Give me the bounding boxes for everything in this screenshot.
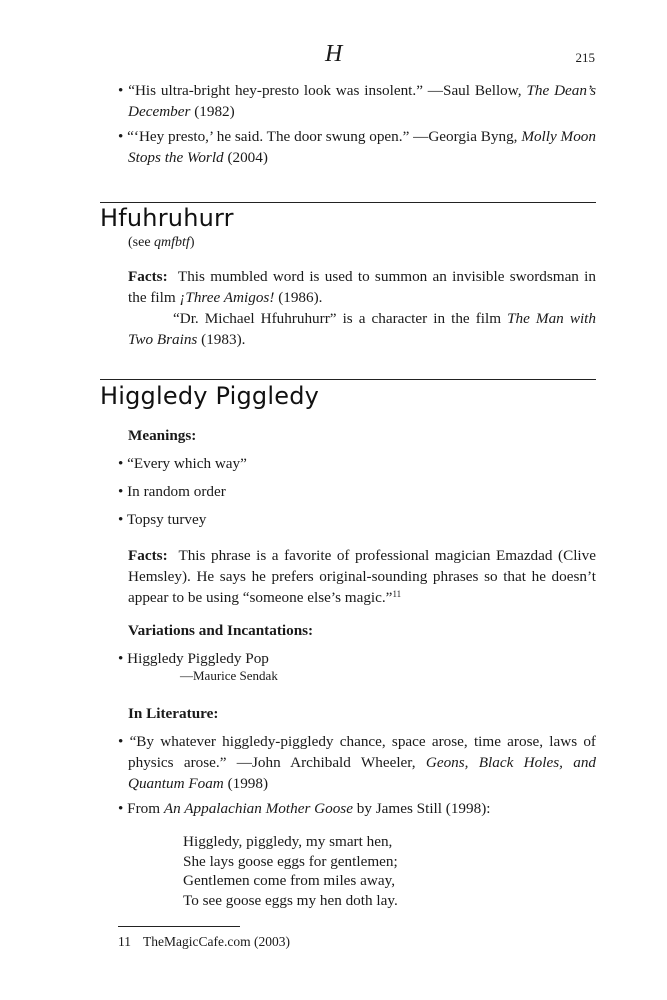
see-word: qmfbtf (154, 235, 190, 250)
facts-label: Facts: (128, 268, 168, 285)
facts-text-year: (1986). (274, 289, 323, 306)
entry-divider (100, 379, 596, 380)
entry-title-hfuhruhurr: Hfuhruhurr (100, 204, 234, 232)
footnote-ref[interactable]: 11 (392, 589, 402, 599)
quote-year: (2004) (223, 149, 268, 166)
footnote-text: TheMagicCafe.com (2003) (143, 934, 290, 949)
poem-line: To see goose eggs my hen doth lay. (183, 891, 398, 909)
poem (183, 832, 398, 910)
quote-text: “‘Hey presto,’ he said. The door swung open.” —Georgia Byng, (127, 128, 522, 145)
meaning-text: “Every which way” (127, 455, 247, 472)
facts-text-2: “Dr. Michael Hfuhruhurr” is a character in the film (173, 310, 508, 327)
footnote (118, 933, 290, 951)
quote-year: (1998) (223, 775, 269, 792)
variation-attribution: —Maurice Sendak (180, 668, 278, 683)
variation-item: • Higgledy Piggledy Pop (118, 650, 269, 667)
facts-text: This phrase is a favorite of professional magician Emazdad (Clive Hemsley). He says he prefers original-sounding phrases so that he doesn’t appear to be using “someone else’s magic.” (128, 547, 596, 606)
hfuhruhurr-facts (128, 266, 596, 350)
variation-text: Higgledy Piggledy Pop (127, 650, 269, 667)
see-prefix: (see (128, 235, 155, 250)
meaning-item: • “Every which way” (118, 455, 247, 472)
poem-line: Gentlemen come from miles away, (183, 872, 395, 889)
poem-line: She lays goose eggs for gentlemen; (183, 852, 398, 870)
footnote-number: 11 (118, 934, 131, 949)
meaning-item: • In random order (118, 483, 226, 500)
facts-label: Facts: (128, 547, 168, 564)
meanings-label: Meanings: (128, 427, 197, 444)
literature-label: In Literature: (128, 705, 219, 722)
quote-year: (1982) (190, 103, 235, 120)
quote-work: Molly Moon Stops the World (128, 128, 596, 166)
poem-line: Higgledy, piggledy, my smart hen, (183, 833, 393, 850)
literature-quote: • “By whatever higgledy-piggledy chance, space arose, time arose, laws of physics arose.” —John Archibald Wheeler, Geons, Black Holes, and Quantum Foam (1998) (118, 733, 597, 792)
facts-text: This mumbled word is used to summon an invisible swordsman in the film (128, 268, 596, 306)
chapter-letter: H (325, 41, 343, 67)
facts-film-2: The Man with Two Brains (128, 310, 596, 348)
facts-film: ¡Three Amigos! (179, 289, 275, 306)
meaning-text: In random order (127, 483, 226, 500)
quote-work: The Dean’s December (128, 82, 596, 120)
quote-text: “His ultra-bright hey-presto look was insolent.” —Saul Bellow, (128, 82, 527, 99)
quote-work: Geons, Black Holes, and Quantum Foam (128, 754, 597, 792)
source-work: An Appalachian Mother Goose (163, 800, 353, 817)
entry-title-higgledy-piggledy: Higgledy Piggledy (100, 382, 320, 410)
footnote-divider (118, 926, 240, 927)
see-reference (128, 233, 195, 253)
source-suffix: by James Still (1998): (352, 800, 491, 817)
quote-bellow: • “His ultra-bright hey-presto look was insolent.” —Saul Bellow, The Dean’s December (1982) (118, 82, 596, 120)
facts-text-year-2: (1983). (197, 331, 246, 348)
higgledy-facts (128, 545, 596, 608)
quote-text: “By whatever higgledy-piggledy chance, space arose, time arose, laws of physics arose.” —John Archibald Wheeler, (128, 733, 596, 771)
see-suffix: ) (189, 235, 195, 250)
literature-source: • From An Appalachian Mother Goose by James Still (1998): (118, 800, 491, 817)
page-number: 215 (575, 50, 595, 65)
variations-label: Variations and Incantations: (128, 622, 314, 639)
quote-byng: • “‘Hey presto,’ he said. The door swung open.” —Georgia Byng, Molly Moon Stops the World (2004) (118, 128, 596, 166)
source-prefix: From (127, 800, 164, 817)
running-header (0, 40, 667, 74)
meaning-item: • Topsy turvey (118, 511, 207, 528)
meaning-text: Topsy turvey (126, 511, 207, 528)
